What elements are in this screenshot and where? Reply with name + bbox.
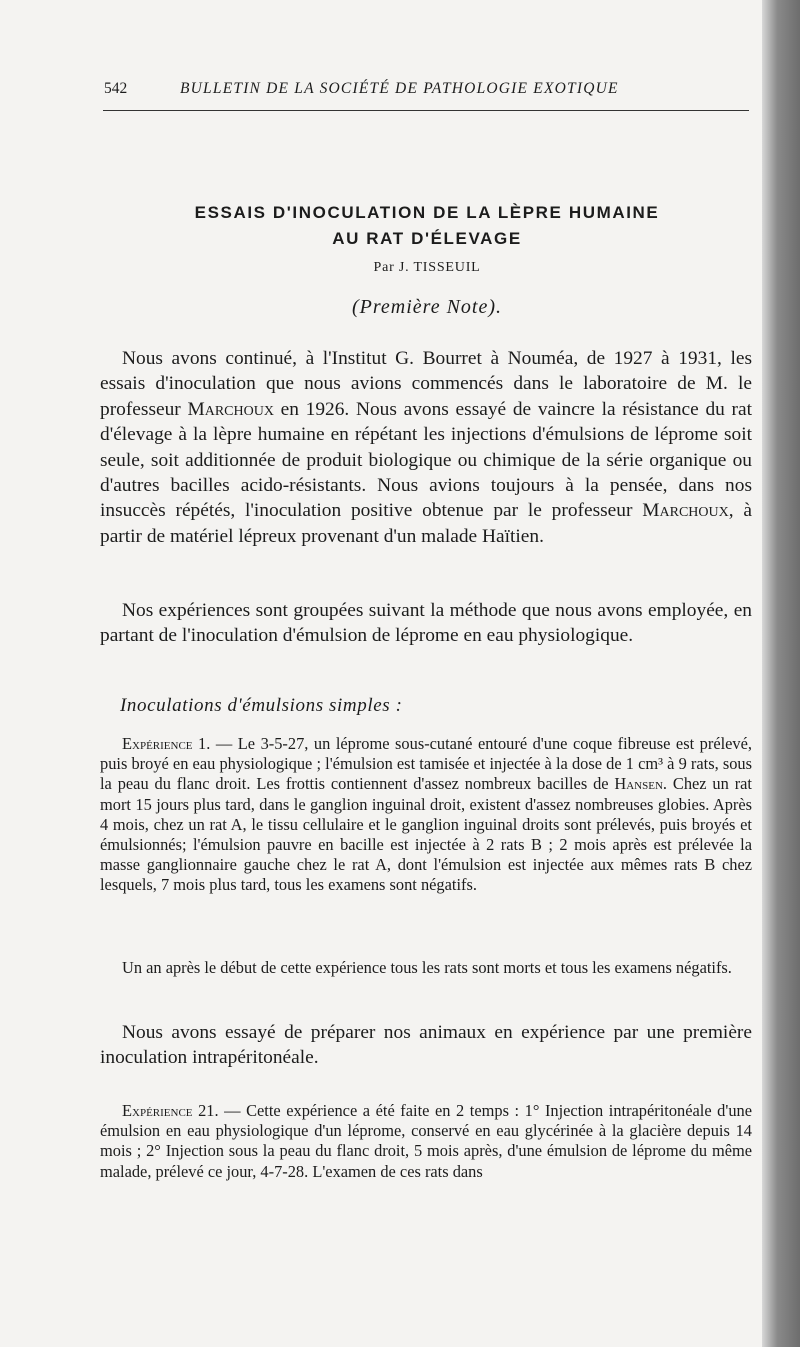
experiment-1-label: Expérience xyxy=(122,734,193,753)
experiment-21 xyxy=(100,1101,752,1182)
paragraph-intraperitoneal: Nous avons essayé de préparer nos animaux en expérience par une première inoculation intrapéritonéale. xyxy=(100,1022,752,1069)
paragraph-intro-text-a: Nous avons continué, à l'Institut G. Bourret à Nouméa, de 1927 à 1931, les essais d'inoculation que nous avions commencés dans le laboratoire de M. le professeur xyxy=(100,348,752,420)
article-author: Par J. TISSEUIL xyxy=(373,260,481,275)
experiment-1 xyxy=(100,734,752,896)
section-heading: Inoculations d'émulsions simples : xyxy=(120,695,403,716)
article-title-line-1: ESSAIS D'INOCULATION DE LA LÈPRE HUMAINE xyxy=(194,203,660,222)
page-header xyxy=(104,80,750,102)
header-rule xyxy=(103,110,749,111)
author-name-marchoux-2: Marchoux xyxy=(642,500,729,522)
paragraph-intro-text-b: en 1926. Nous avons essayé de vaincre la résistance du rat d'élevage à la lèpre humaine en répétant les injections d'émulsions de léprome soit seule, soit additionnée de produit biologique ou chimique de la série organique ou d'autres bacilles acido-résistants. Nous avions toujours à la pensée, dans nos insuccès répétés, l'inoculation positive obtenue par le professeur xyxy=(100,398,752,522)
author-name-marchoux: Marchoux xyxy=(187,398,274,420)
page-edge-shadow xyxy=(762,0,800,1347)
author-name-hansen: Hansen xyxy=(614,774,663,794)
article-note: (Première Note). xyxy=(351,296,503,318)
article-title-line-2: AU RAT D'ÉLEVAGE xyxy=(332,229,522,248)
page-number: 542 xyxy=(104,80,128,97)
experiment-1-followup: Un an après le début de cette expérience tous les rats sont morts et tous les examens négatifs. xyxy=(122,958,732,977)
paragraph-intro-text-c: , à partir de matériel lépreux provenant d'un malade Haïtien. xyxy=(100,500,752,547)
experiment-21-text: 21. — Cette expérience a été faite en 2 temps : 1° Injection intrapéritonéale d'une émulsion en eau physiologique d'un léprome, conservé en eau glycérinée à la glacière depuis 14 mois ; 2° Injection sous la peau du flanc droit, 5 mois après, d'une émulsion de léprome du même malade, prélevé ce jour, 4-7-28. L'examen de ces rats dans xyxy=(100,1101,752,1181)
running-title: BULLETIN DE LA SOCIÉTÉ DE PATHOLOGIE EXOTIQUE xyxy=(180,80,619,97)
experiment-1-text-a: 1. — Le 3-5-27, un léprome sous-cutané entouré d'une coque fibreuse est prélevé, puis broyé en eau physiologique ; l'émulsion est tamisée et injectée à la dose de 1 cm³ à 9 rats, sous la peau du flanc droit. Les frottis contiennent d'assez nombreux bacilles de xyxy=(100,734,752,794)
paragraph-method: Nos expériences sont groupées suivant la méthode que nous avons employée, en partant de l'inoculation d'émulsion de léprome en eau physiologique. xyxy=(100,600,752,647)
paragraph-intro xyxy=(100,346,752,549)
experiment-1-text-b: . Chez un rat mort 15 jours plus tard, dans le ganglion inguinal droit, existent d'assez nombreuses globies. Après 4 mois, chez un rat A, le tissu cellulaire et le ganglion inguinal droits sont prélevés, puis broyés et émulsionnés; l'émulsion pauvre en bacille est injectée à 2 rats B ; 2 mois après est prélevée la masse ganglionnaire gauche chez le rat A, dont l'émulsion est injectée aux mêmes rats B chez lesquels, 7 mois plus tard, tous les examens sont négatifs. xyxy=(100,774,752,895)
article-title xyxy=(104,200,750,252)
experiment-21-label: Expérience xyxy=(122,1101,193,1120)
